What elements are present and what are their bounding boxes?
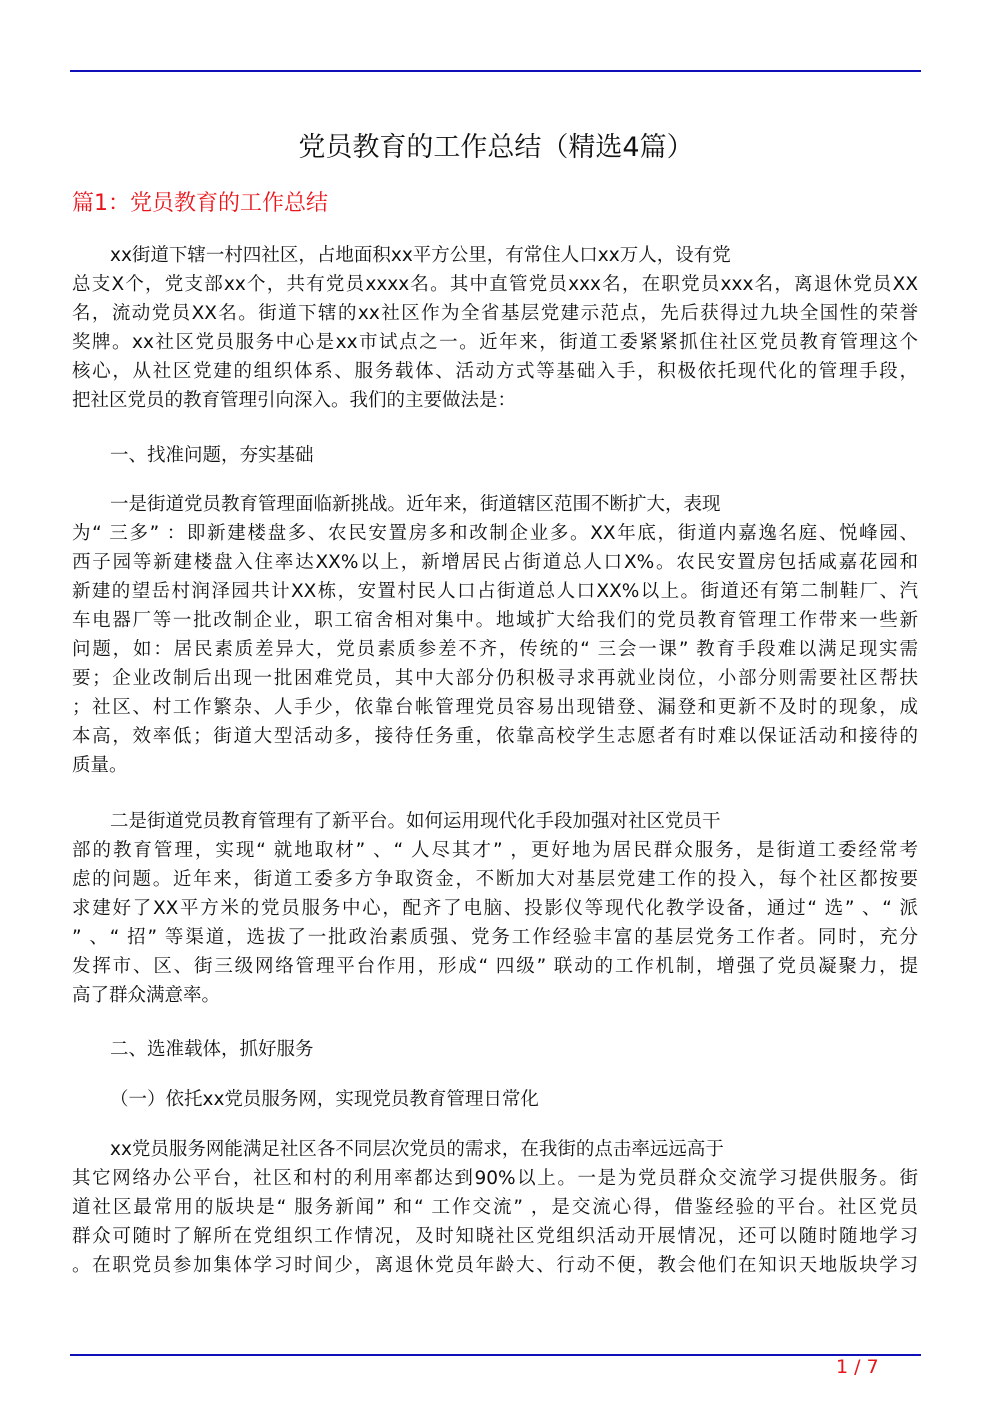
- text-line: 虑的问题。近年来，街道工委多方争取资金，不断加大对基层党建工作的投入，每个社区都按要: [72, 869, 918, 890]
- text-line: 奖牌。xx社区党员服务中心是xx市试点之一。近年来，街道工委紧紧抓住社区党员教育管理这个: [72, 332, 918, 353]
- text-line: 西子园等新建楼盘入住率达XX%以上，新增居民占街道总人口X%。农民安置房包括咸嘉花园和: [72, 552, 918, 573]
- text-line: 二是街道党员教育管理有了新平台。如何运用现代化手段加强对社区党员干: [110, 811, 721, 832]
- text-line: 高了群众满意率。: [72, 985, 221, 1006]
- text-line: 发挥市、区、街三级网络管理平台作用，形成“ 四级” 联动的工作机制，增强了党员凝聚力，提: [72, 956, 918, 977]
- text-line: 总支X个，党支部xx个，共有党员xxxx名。其中直管党员xxx名，在职党员xxx名，离退休党员XX: [72, 274, 918, 295]
- text-line: 二、选准载体，抓好服务: [110, 1039, 314, 1060]
- text-line: 名，流动党员XX名。街道下辖的xx社区作为全省基层党建示范点，先后获得过九块全国性的荣誉: [72, 303, 918, 324]
- text-line: 要；企业改制后出现一批困难党员，其中大部分仍积极寻求再就业岗位，小部分则需要社区帮扶: [72, 668, 918, 689]
- text-line: 核心，从社区党建的组织体系、服务载体、活动方式等基础入手，积极依托现代化的管理手段，: [72, 361, 918, 382]
- text-line: 一、找准问题，夯实基础: [110, 445, 314, 466]
- section-heading: 篇1：党员教育的工作总结: [72, 191, 328, 216]
- text-line: 。在职党员参加集体学习时间少，离退休党员年龄大、行动不便，教会他们在知识天地版块学习: [72, 1255, 918, 1276]
- text-line: 为“ 三多” ：即新建楼盘多、农民安置房多和改制企业多。XX年底，街道内嘉逸名庭、悦峰园、: [72, 523, 918, 544]
- text-line: 部的教育管理，实现“ 就地取材” 、“ 人尽其才” ，更好地为居民群众服务，是街道工委经常考: [72, 840, 918, 861]
- text-line: 一是街道党员教育管理面临新挑战。近年来，街道辖区范围不断扩大，表现: [110, 494, 721, 515]
- text-line: ；社区、村工作繁杂、人手少，依靠台帐管理党员容易出现错登、漏登和更新不及时的现象，成: [72, 697, 918, 718]
- text-line: 新建的望岳村润泽园共计XX栋，安置村民人口占街道总人口XX%以上。街道还有第二制鞋厂、汽: [72, 581, 918, 602]
- text-line: 质量。: [72, 755, 128, 776]
- text-line: 把社区党员的教育管理引向深入。我们的主要做法是：: [72, 390, 517, 411]
- text-line: 其它网络办公平台，社区和村的利用率都达到90%以上。一是为党员群众交流学习提供服务。街: [72, 1168, 918, 1189]
- text-line: （一）依托xx党员服务网，实现党员教育管理日常化: [110, 1089, 539, 1110]
- text-line: 求建好了XX平方米的党员服务中心，配齐了电脑、投影仪等现代化教学设备，通过“ 选” 、“ 派: [72, 898, 918, 919]
- page-number: 1 / 7: [836, 1356, 879, 1378]
- text-line: xx党员服务网能满足社区各不同层次党员的需求，在我街的点击率远远高于: [110, 1139, 724, 1160]
- text-line: 问题，如：居民素质差异大，党员素质参差不齐，传统的“ 三会一课” 教育手段难以满足现实需: [72, 639, 918, 660]
- document-title: 党员教育的工作总结（精选4篇）: [298, 132, 694, 163]
- text-line: 道社区最常用的版块是“ 服务新闻” 和“ 工作交流” ，是交流心得，借鉴经验的平台。社区党员: [72, 1197, 918, 1218]
- text-line: ” 、“ 招” 等渠道，选拔了一批政治素质强、党务工作经验丰富的基层党务工作者。同时，充分: [72, 927, 918, 948]
- footer-rule: [70, 1354, 921, 1356]
- header-rule: [70, 70, 921, 72]
- text-line: 群众可随时了解所在党组织工作情况，及时知晓社区党组织活动开展情况，还可以随时随地学习: [72, 1226, 918, 1247]
- text-line: 车电器厂等一批改制企业，职工宿舍相对集中。地域扩大给我们的党员教育管理工作带来一些新: [72, 610, 918, 631]
- text-line: xx街道下辖一村四社区，占地面积xx平方公里，有常住人口xx万人，设有党: [110, 245, 731, 266]
- text-line: 本高，效率低；街道大型活动多，接待任务重，依靠高校学生志愿者有时难以保证活动和接待的: [72, 726, 918, 747]
